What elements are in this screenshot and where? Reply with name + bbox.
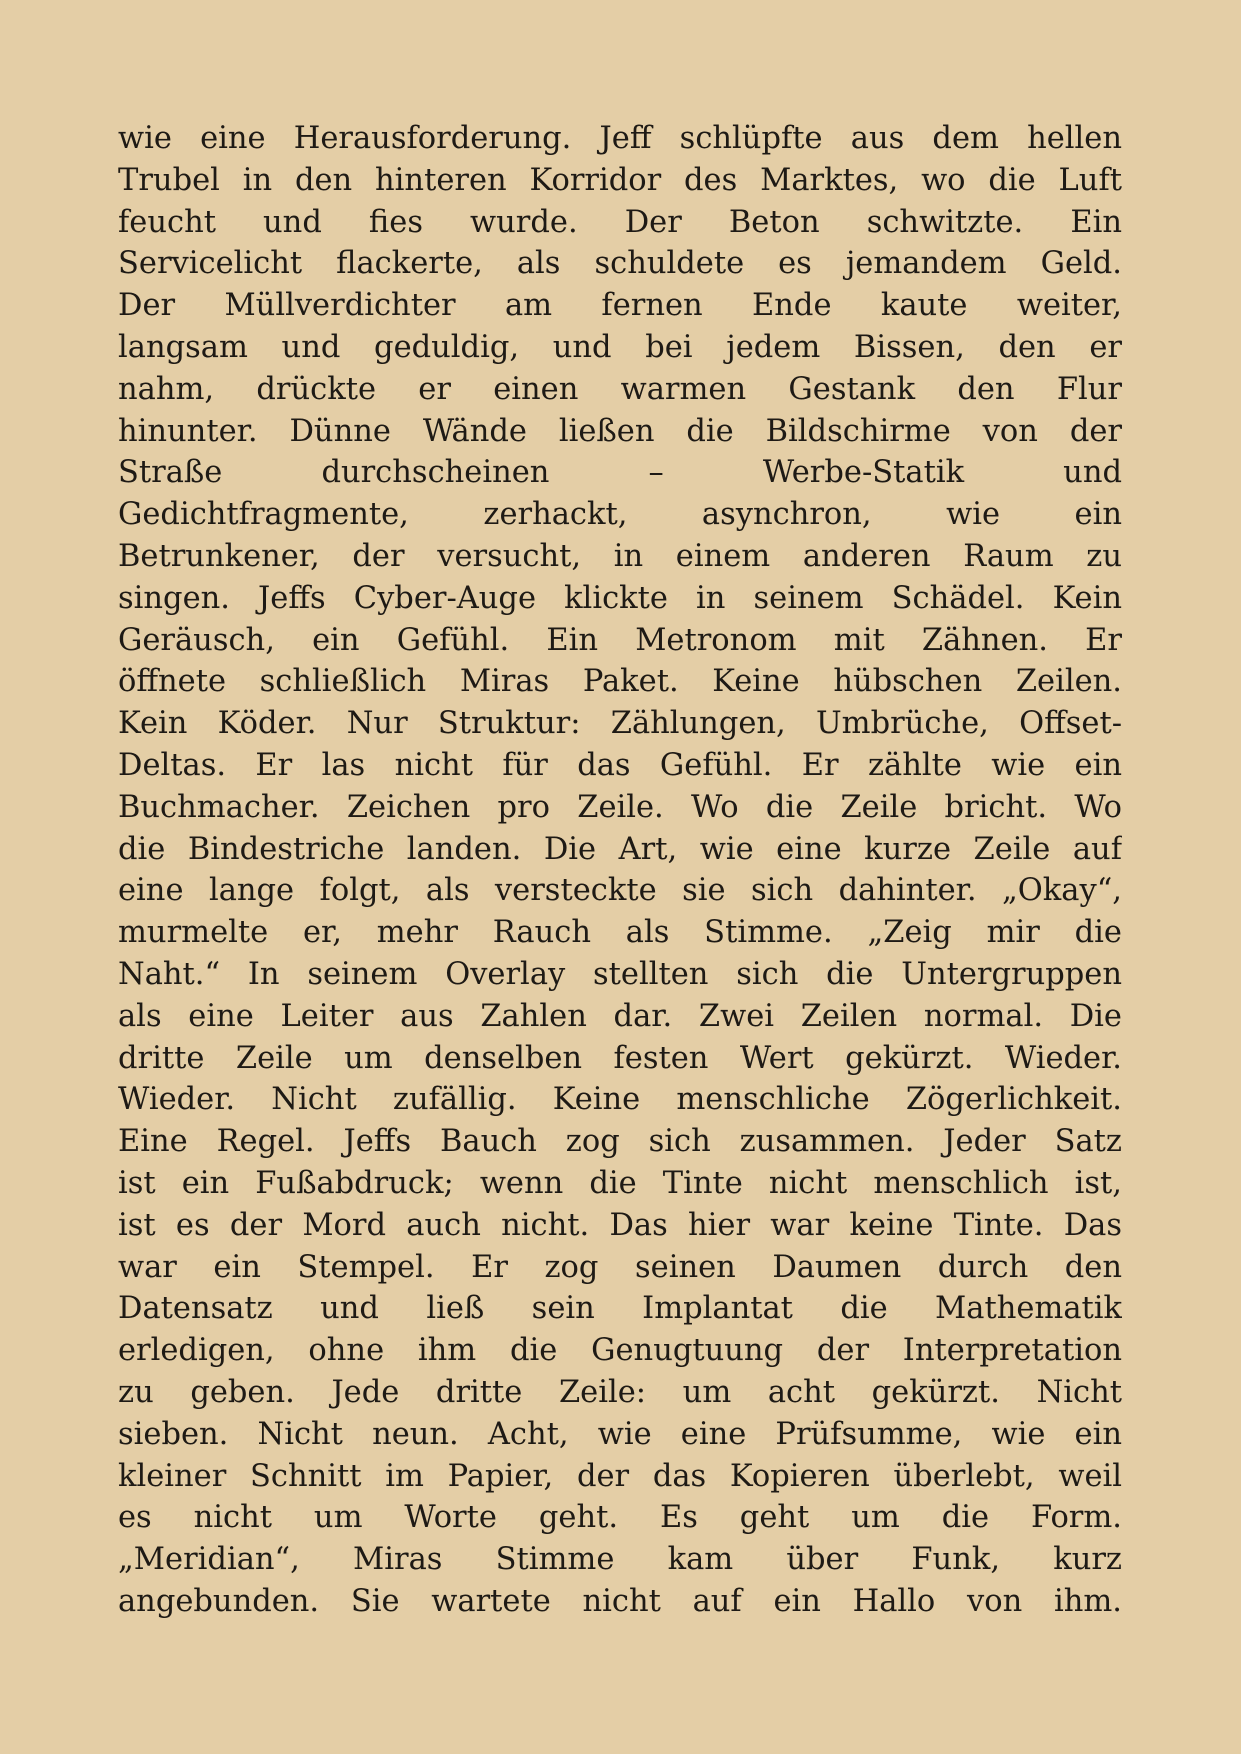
text-line: die Bindestriche landen. Die Art, wie eine kurze Zeile auf bbox=[118, 831, 1122, 867]
text-line: „Meridian“, Miras Stimme kam über Funk, kurz bbox=[118, 1542, 1122, 1578]
text-line: langsam und geduldig, und bei jedem Bissen, den er bbox=[118, 329, 1122, 365]
text-line: hinunter. Dünne Wände ließen die Bildschirme von der bbox=[118, 413, 1122, 449]
text-line: eine lange folgt, als versteckte sie sich dahinter. „Okay“, bbox=[118, 873, 1122, 909]
text-line: Datensatz und ließ sein Implantat die Mathematik bbox=[118, 1291, 1122, 1327]
text-line: feucht und fies wurde. Der Beton schwitzte. Ein bbox=[118, 204, 1122, 240]
text-line: murmelte er, mehr Rauch als Stimme. „Zeig mir die bbox=[118, 915, 1122, 951]
text-line: Wieder. Nicht zufällig. Keine menschliche Zögerlichkeit. bbox=[118, 1082, 1122, 1118]
text-line: Buchmacher. Zeichen pro Zeile. Wo die Zeile bricht. Wo bbox=[118, 789, 1122, 825]
text-page bbox=[118, 118, 1122, 1638]
text-line: Eine Regel. Jeffs Bauch zog sich zusammen. Jeder Satz bbox=[118, 1124, 1122, 1160]
text-line: Servicelicht flackerte, als schuldete es jemandem Geld. bbox=[118, 246, 1122, 282]
text-line: ist es der Mord auch nicht. Das hier war keine Tinte. Das bbox=[118, 1207, 1122, 1243]
text-line: Naht.“ In seinem Overlay stellten sich die Untergruppen bbox=[118, 956, 1122, 992]
text-line: war ein Stempel. Er zog seinen Daumen durch den bbox=[118, 1249, 1122, 1285]
text-line: Deltas. Er las nicht für das Gefühl. Er zählte wie ein bbox=[118, 747, 1122, 783]
text-line: wie eine Herausforderung. Jeff schlüpfte aus dem hellen bbox=[118, 121, 1122, 156]
text-line: erledigen, ohne ihm die Genugtuung der Interpretation bbox=[118, 1333, 1122, 1369]
text-line: Betrunkener, der versucht, in einem anderen Raum zu bbox=[118, 538, 1122, 574]
text-line: ist ein Fußabdruck; wenn die Tinte nicht menschlich ist, bbox=[118, 1165, 1122, 1201]
text-line: es nicht um Worte geht. Es geht um die Form. bbox=[118, 1500, 1122, 1536]
text-line: als eine Leiter aus Zahlen dar. Zwei Zeilen normal. Die bbox=[118, 998, 1122, 1034]
text-line: Geräusch, ein Gefühl. Ein Metronom mit Zähnen. Er bbox=[118, 622, 1122, 658]
text-line: Der Müllverdichter am fernen Ende kaute weiter, bbox=[118, 288, 1122, 324]
text-line: Trubel in den hinteren Korridor des Marktes, wo die Luft bbox=[118, 162, 1122, 198]
text-line: dritte Zeile um denselben festen Wert gekürzt. Wieder. bbox=[118, 1040, 1122, 1076]
text-line: nahm, drückte er einen warmen Gestank den Flur bbox=[118, 371, 1122, 407]
text-line: Straße durchscheinen – Werbe-Statik und bbox=[118, 455, 1122, 491]
text-line: singen. Jeffs Cyber-Auge klickte in seinem Schädel. Kein bbox=[118, 580, 1122, 616]
text-line: sieben. Nicht neun. Acht, wie eine Prüfsumme, wie ein bbox=[118, 1416, 1122, 1452]
text-line: angebunden. Sie wartete nicht auf ein Hallo von ihm. bbox=[118, 1583, 1122, 1619]
text-line: Kein Köder. Nur Struktur: Zählungen, Umbrüche, Offset- bbox=[118, 706, 1122, 742]
text-line: Gedichtfragmente, zerhackt, asynchron, wie ein bbox=[118, 497, 1122, 533]
text-line: zu geben. Jede dritte Zeile: um acht gekürzt. Nicht bbox=[118, 1374, 1122, 1410]
text-line: kleiner Schnitt im Papier, der das Kopieren überlebt, weil bbox=[118, 1458, 1122, 1494]
text-line: öffnete schließlich Miras Paket. Keine hübschen Zeilen. bbox=[118, 664, 1122, 700]
